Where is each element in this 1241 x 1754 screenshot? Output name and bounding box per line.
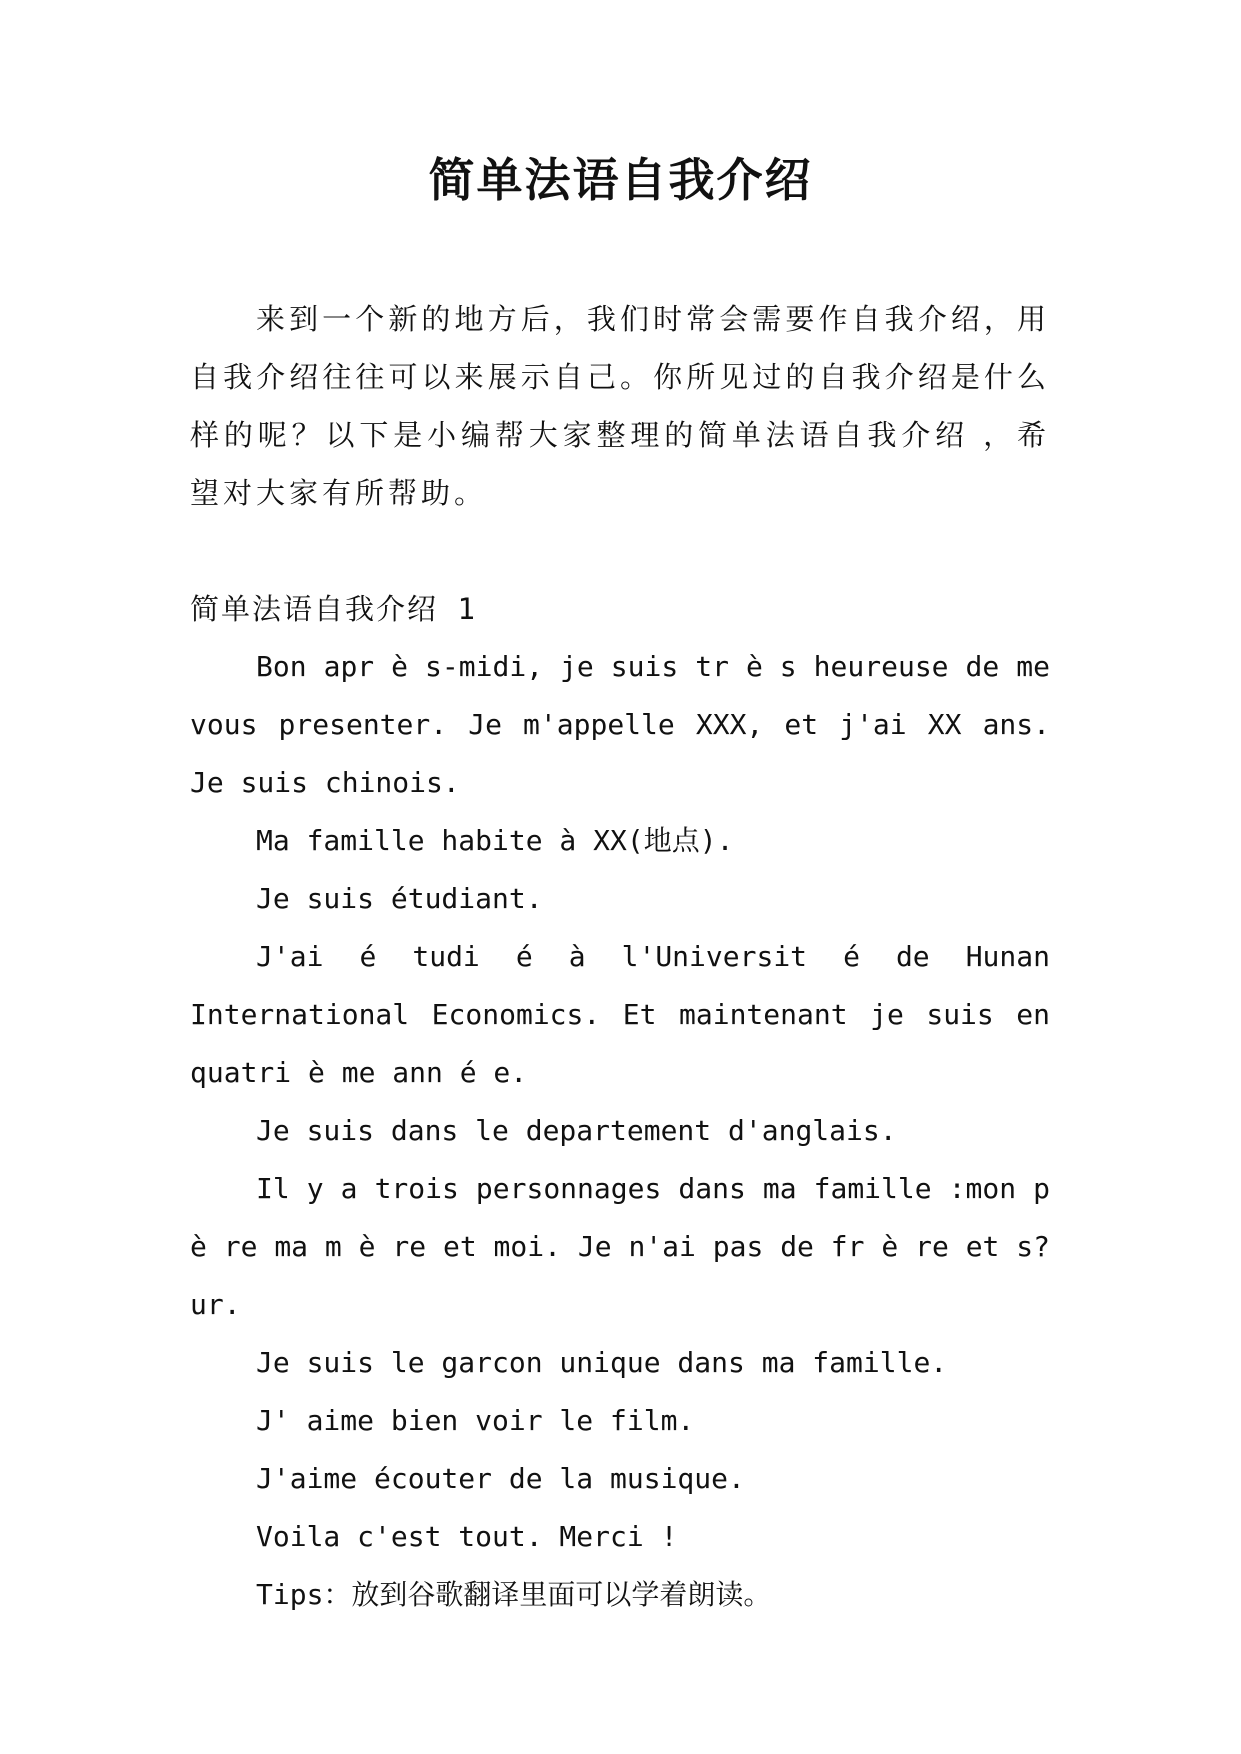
paragraph-university: J'ai é tudi é à l'Universit é de Hunan International Economics. Et maintenant je suis en quatri è me ann é e. bbox=[190, 940, 1050, 1089]
section-heading: 简单法语自我介绍 1 bbox=[190, 592, 477, 626]
paragraph-music: J'aime écouter de la musique. bbox=[256, 1462, 745, 1495]
paragraph-department: Je suis dans le departement d'anglais. bbox=[256, 1114, 897, 1147]
paragraph-films: J' aime bien voir le film. bbox=[256, 1404, 695, 1437]
paragraph-only-child: Je suis le garcon unique dans ma famille. bbox=[256, 1346, 948, 1379]
paragraph-family-members: Il y a trois personnages dans ma famille :mon p è re ma m è re et moi. Je n'ai pas de fr è re et s?ur. bbox=[190, 1172, 1050, 1321]
paragraph-family-location: Ma famille habite à XX(地点). bbox=[256, 824, 734, 857]
paragraph-student: Je suis étudiant. bbox=[256, 882, 543, 915]
french-introduction-body bbox=[190, 638, 1050, 1624]
intro-paragraph: 来到一个新的地方后，我们时常会需要作自我介绍，用自我介绍往往可以来展示自己。你所见过的自我介绍是什么样的呢？以下是小编帮大家整理的简单法语自我介绍 ，希望对大家有所帮助。 bbox=[190, 302, 1050, 510]
document-title: 简单法语自我介绍 bbox=[428, 153, 813, 207]
paragraph-tips: Tips：放到谷歌翻译里面可以学着朗读。 bbox=[256, 1578, 772, 1611]
paragraph-closing: Voila c'est tout. Merci ! bbox=[256, 1520, 678, 1553]
paragraph-greeting: Bon apr è s-midi, je suis tr è s heureuse de me vous presenter. Je m'appelle XXX, et j'ai XX ans. Je suis chinois. bbox=[190, 650, 1050, 799]
